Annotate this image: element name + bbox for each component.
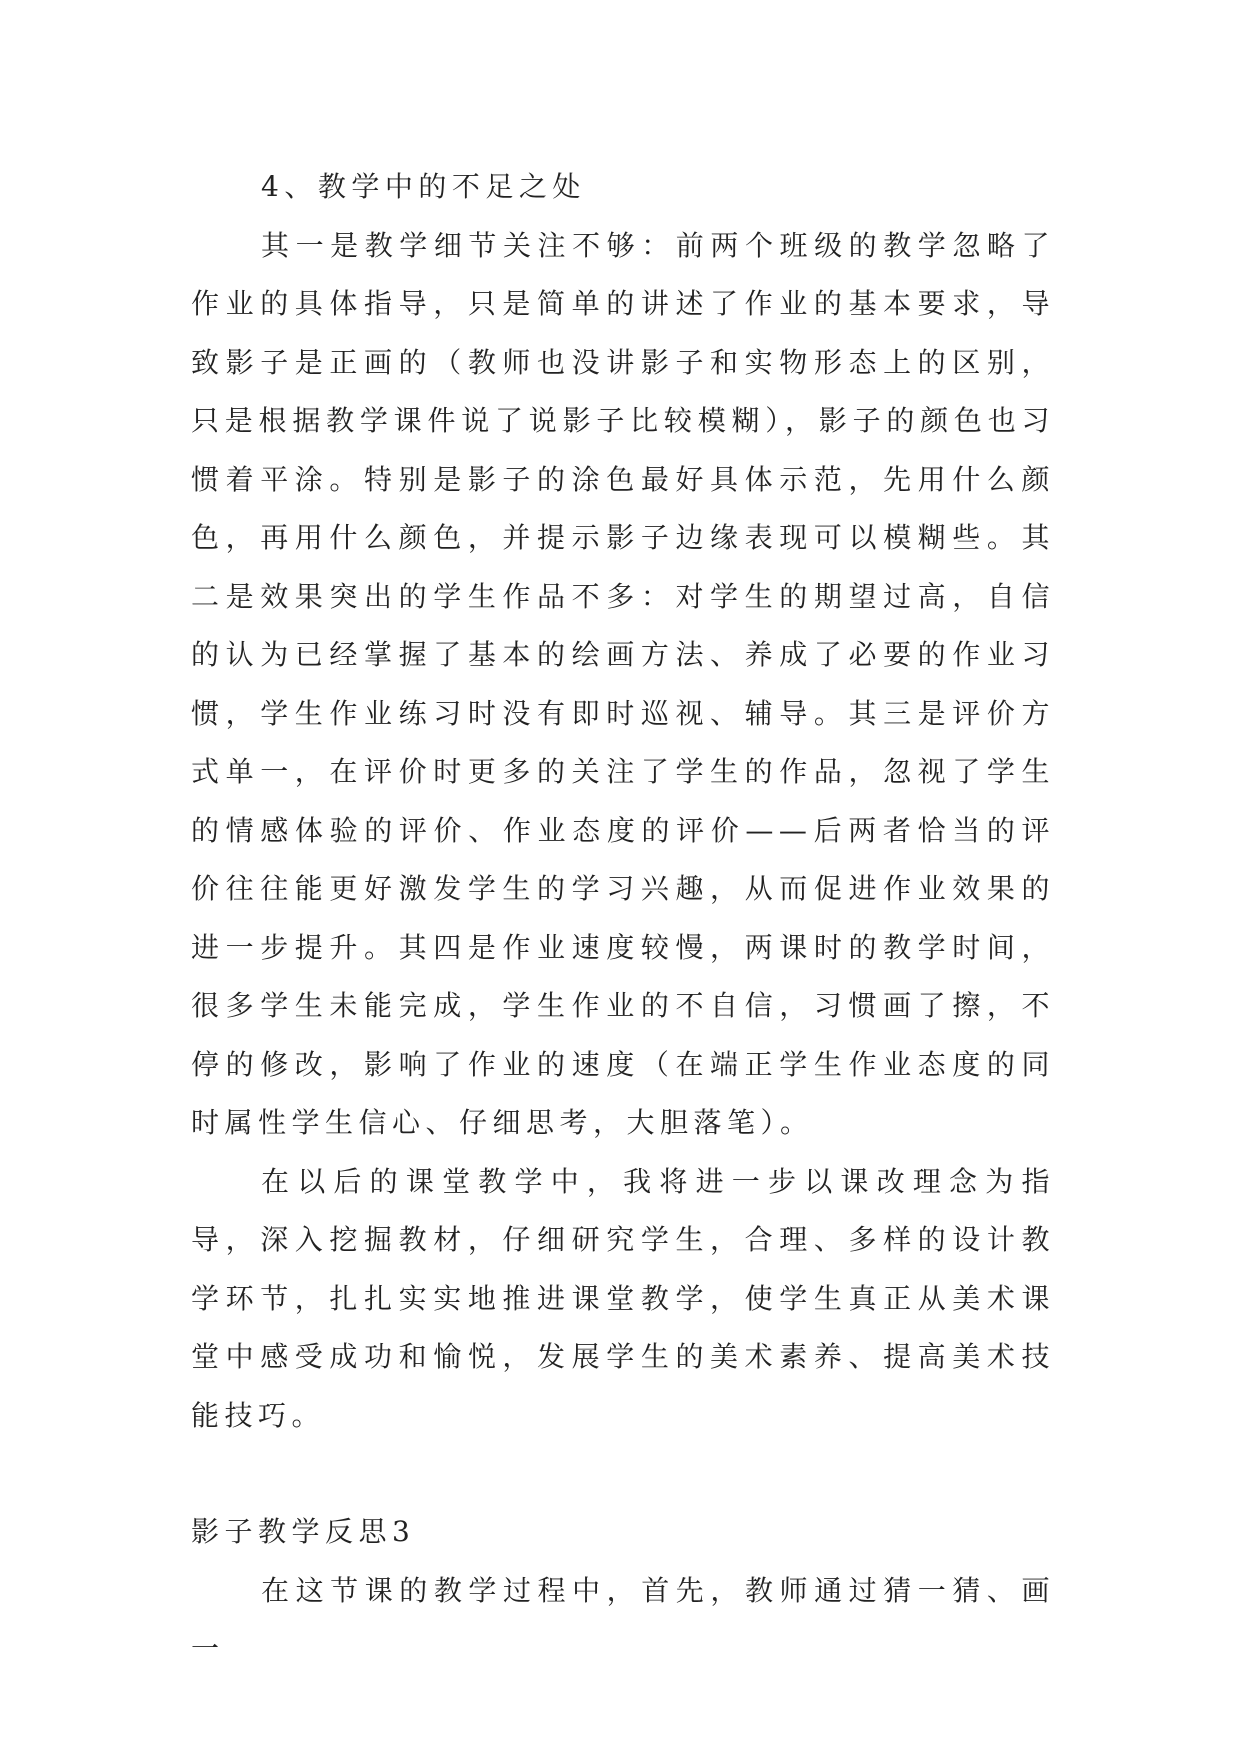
subheading: 4、教学中的不足之处 <box>261 170 586 203</box>
paragraph-future-plan: 在以后的课堂教学中，我将进一步以课改理念为指导，深入挖掘教材，仔细研究学生，合理、多样的设计教学环节，扎扎实实地推进课堂教学，使学生真正从美术课堂中感受成功和愉悦，发展学生的美术素养、提高美术技能技巧。 <box>191 1164 1055 1432</box>
document-body <box>191 158 1055 1679</box>
section-title: 影子教学反思3 <box>191 1515 416 1548</box>
paragraph-shortcomings: 其一是教学细节关注不够：前两个班级的教学忽略了作业的具体指导，只是简单的讲述了作业的基本要求，导致影子是正画的（教师也没讲影子和实物形态上的区别，只是根据教学课件说了说影子比较模糊），影子的颜色也习惯着平涂。特别是影子的涂色最好具体示范，先用什么颜色，再用什么颜色，并提示影子边缘表现可以模糊些。其二是效果突出的学生作品不多：对学生的期望过高，自信的认为已经掌握了基本的绘画方法、养成了必要的作业习惯，学生作业练习时没有即时巡视、辅导。其三是评价方式单一，在评价时更多的关注了学生的作品，忽视了学生的情感体验的评价、作业态度的评价——后两者恰当的评价往往能更好激发学生的学习兴趣，从而促进作业效果的进一步提升。其四是作业速度较慢，两课时的教学时间，很多学生未能完成，学生作业的不自信，习惯画了擦，不停的修改，影响了作业的速度（在端正学生作业态度的同时属性学生信心、仔细思考，大胆落笔）。 <box>191 228 1055 1139</box>
paragraph-reflection-3: 在这节课的教学过程中，首先，教师通过猜一猜、画一 <box>191 1573 1055 1665</box>
